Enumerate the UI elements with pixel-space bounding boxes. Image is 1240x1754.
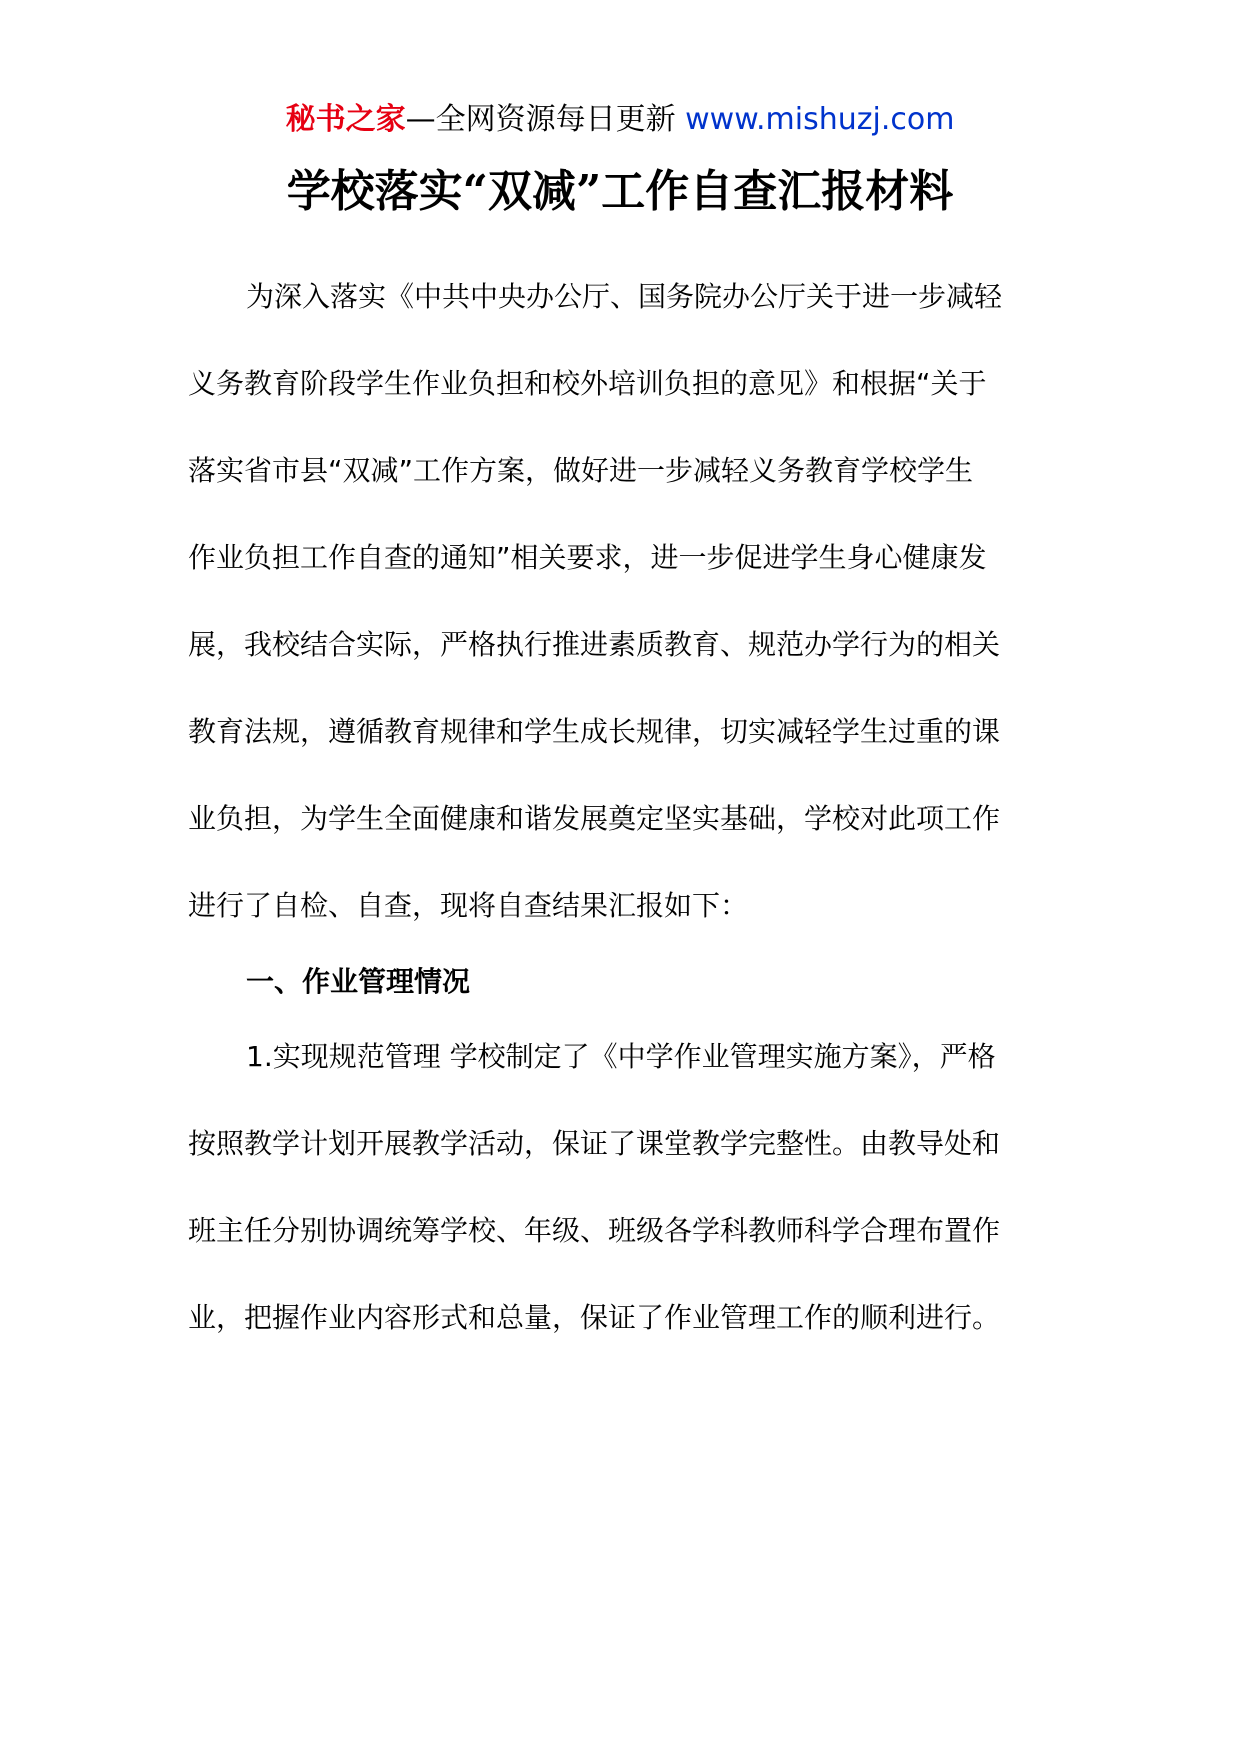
site-tagline: —全网资源每日更新 [405,102,676,137]
paragraph-line: 为深入落实《中共中央办公厅、国务院办公厅关于进一步减轻 [246,280,1003,313]
paragraph-line: 作业负担工作自查的通知”相关要求，进一步促进学生身心健康发 [188,541,987,574]
paragraph-line: 按照教学计划开展教学活动，保证了课堂教学完整性。由教导处和 [188,1127,1001,1160]
paragraph-line: 教育法规，遵循教育规律和学生成长规律，切实减轻学生过重的课 [188,715,1001,748]
paragraph-line: 展，我校结合实际，严格执行推进素质教育、规范办学行为的相关 [188,628,1001,661]
paragraph-line: 1.实现规范管理 学校制定了《中学作业管理实施方案》，严格 [246,1040,996,1073]
paragraph-line: 班主任分别协调统筹学校、年级、班级各学科教师科学合理布置作 [188,1214,1001,1247]
paragraph-line: 义务教育阶段学生作业负担和校外培训负担的意见》和根据“关于 [188,367,987,400]
site-header [0,100,1240,140]
paragraph-line: 进行了自检、自查，现将自查结果汇报如下： [188,889,749,922]
site-url-link[interactable]: www.mishuzj.com [685,102,955,137]
site-brand: 秘书之家 [285,102,406,137]
paragraph-line: 业负担，为学生全面健康和谐发展奠定坚实基础，学校对此项工作 [188,802,1001,835]
paragraph-line: 落实省市县“双减”工作方案，做好进一步减轻义务教育学校学生 [188,454,974,487]
document-title: 学校落实“双减”工作自查汇报材料 [286,166,954,217]
section-heading: 一、作业管理情况 [246,965,471,998]
paragraph-line: 业，把握作业内容形式和总量，保证了作业管理工作的顺利进行。 [188,1301,1001,1334]
